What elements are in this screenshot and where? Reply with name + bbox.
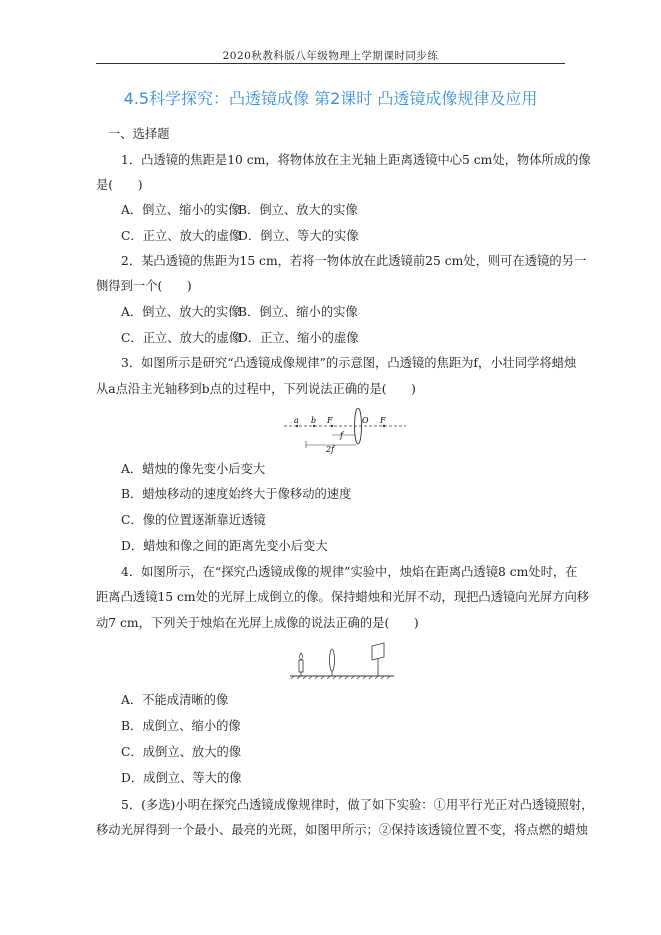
optical-bench-figure: [288, 640, 398, 680]
q2-stem-line2: 侧得到一个( ): [96, 279, 192, 293]
q4-stem-line2: 距离凸透镜15 cm处的光屏上成倒立的像。保持蜡烛和光屏不动，现把凸透镜向光屏方向移: [96, 590, 590, 604]
q1-option-a: A．倒立、缩小的实像: [121, 203, 241, 217]
light-screen: [372, 643, 384, 660]
q2-option-b: B．倒立、缩小的实像: [238, 305, 358, 319]
q1-option-row-2: [121, 228, 359, 244]
q4-option-c: C．成倒立、放大的像: [121, 745, 242, 759]
q4-option-b: B．成倒立、缩小的像: [121, 719, 241, 733]
candle-flame: [300, 653, 303, 660]
q3-stem-line2: 从a点沿主光轴移到b点的过程中，下列说法正确的是( ): [96, 382, 416, 396]
q1-option-row-1: [121, 202, 358, 218]
point-b-dot: [313, 425, 315, 427]
label-focus-right: F: [380, 416, 386, 425]
section-heading: 一、选择题: [108, 127, 170, 141]
label-focus-left: F: [327, 416, 333, 425]
q1-option-b: B．倒立、放大的实像: [238, 203, 358, 217]
convex-lens: [330, 649, 335, 671]
label-f: f: [340, 431, 343, 440]
q4-stem-line3: 动7 cm，下列关于烛焰在光屏上成像的说法正确的是( ): [96, 616, 419, 630]
q2-option-row-1: [121, 304, 358, 320]
q1-option-c: C．正立、放大的虚像: [121, 229, 242, 243]
q2-option-row-2: [121, 330, 359, 346]
q3-option-c: C．像的位置逐渐靠近透镜: [121, 513, 266, 527]
q5-stem-line1: 5．(多选)小明在探究凸透镜成像规律时，做了如下实验：①用平行光正对凸透镜照射，: [121, 798, 594, 812]
q2-option-d: D．正立、缩小的虚像: [238, 331, 359, 345]
focus-right-dot: [383, 425, 385, 427]
q4-option-a: A．不能成清晰的像: [121, 693, 229, 707]
label-2f: 2f: [326, 445, 335, 454]
q4-option-d: D．成倒立、等大的像: [121, 771, 242, 785]
q3-option-a: A．蜡烛的像先变小后变大: [121, 462, 266, 476]
q4-stem-line1: 4．如图所示，在“探究凸透镜成像的规律”实验中，烛焰在距离凸透镜8 cm处时，在: [121, 565, 578, 579]
page-header: 2020秋教科版八年级物理上学期课时同步练: [222, 50, 439, 62]
page-title: 4.5科学探究：凸透镜成像 第2课时 凸透镜成像规律及应用: [123, 89, 538, 108]
candle: [299, 660, 303, 672]
q2-option-c: C．正立、放大的虚像: [121, 331, 242, 345]
q3-option-d: D．蜡烛和像之间的距离先变小后变大: [121, 539, 328, 553]
label-b: b: [311, 416, 317, 425]
q2-stem-line1: 2．某凸透镜的焦距为15 cm，若将一物体放在此透镜前25 cm处，则可在透镜的另一: [121, 254, 587, 268]
q2-option-a: A．倒立、放大的实像: [121, 305, 241, 319]
label-a: a: [294, 416, 299, 425]
focus-left-dot: [331, 425, 333, 427]
label-optical-center: O: [362, 416, 369, 425]
header-divider: [96, 63, 565, 64]
lens-axis-figure: [280, 408, 410, 454]
q1-stem-line1: 1．凸透镜的焦距是10 cm，将物体放在主光轴上距离透镜中心5 cm处，物体所成的像: [121, 153, 591, 167]
q1-option-d: D．倒立、等大的实像: [238, 229, 359, 243]
q5-stem-line2: 移动光屏得到一个最小、最亮的光斑，如图甲所示；②保持该透镜位置不变，将点燃的蜡烛: [96, 823, 588, 837]
point-a-dot: [296, 425, 298, 427]
q1-stem-line2: 是( ): [96, 178, 143, 192]
q3-stem-line1: 3．如图所示是研究“凸透镜成像规律”的示意图，凸透镜的焦距为f，小壮同学将蜡烛: [121, 356, 577, 370]
q3-option-b: B．蜡烛移动的速度始终大于像移动的速度: [121, 487, 352, 501]
